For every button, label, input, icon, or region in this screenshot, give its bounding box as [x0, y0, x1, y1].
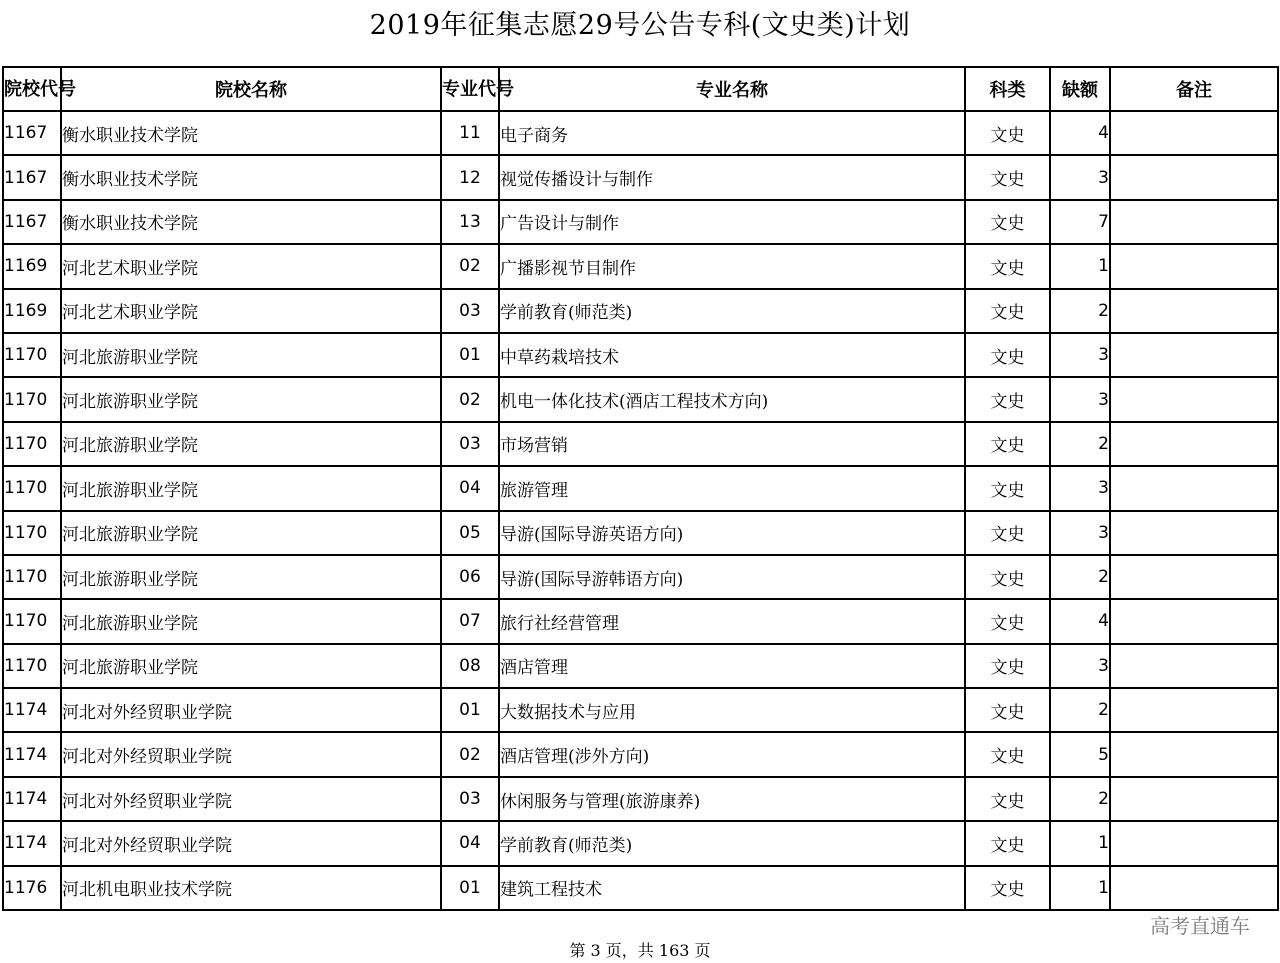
- cell-subject: 文史: [965, 688, 1050, 732]
- table-row: [3, 555, 1278, 599]
- cell-quota: 4: [1050, 111, 1110, 155]
- cell-remark: [1110, 289, 1278, 333]
- cell-subject: 文史: [965, 599, 1050, 643]
- cell-subject: 文史: [965, 511, 1050, 555]
- watermark-text: 高考直通车: [1150, 914, 1250, 938]
- cell-school-code: 1170: [3, 555, 61, 599]
- cell-remark: [1110, 732, 1278, 776]
- cell-major-name: 建筑工程技术: [499, 866, 965, 910]
- table-row: [3, 422, 1278, 466]
- cell-remark: [1110, 155, 1278, 199]
- cell-school-code: 1176: [3, 866, 61, 910]
- cell-subject: 文史: [965, 377, 1050, 421]
- cell-school-name: 河北艺术职业学院: [61, 244, 441, 288]
- cell-remark: [1110, 644, 1278, 688]
- table-row: [3, 333, 1278, 377]
- page-indicator: 第 3 页，共 163 页: [569, 941, 711, 960]
- cell-quota: 2: [1050, 422, 1110, 466]
- header-subject: 科类: [965, 67, 1050, 111]
- table-row: [3, 644, 1278, 688]
- cell-remark: [1110, 688, 1278, 732]
- cell-major-code: 13: [441, 200, 499, 244]
- cell-school-code: 1167: [3, 200, 61, 244]
- cell-quota: 3: [1050, 466, 1110, 510]
- cell-remark: [1110, 200, 1278, 244]
- table-row: [3, 289, 1278, 333]
- cell-school-code: 1167: [3, 111, 61, 155]
- cell-school-code: 1170: [3, 599, 61, 643]
- cell-school-name: 河北旅游职业学院: [61, 644, 441, 688]
- cell-subject: 文史: [965, 111, 1050, 155]
- cell-school-name: 衡水职业技术学院: [61, 111, 441, 155]
- cell-major-code: 06: [441, 555, 499, 599]
- cell-school-name: 河北对外经贸职业学院: [61, 688, 441, 732]
- table-header-row: [3, 67, 1278, 111]
- cell-school-code: 1167: [3, 155, 61, 199]
- cell-school-code: 1169: [3, 244, 61, 288]
- cell-major-code: 01: [441, 333, 499, 377]
- cell-subject: 文史: [965, 821, 1050, 865]
- table-row: [3, 599, 1278, 643]
- cell-major-code: 04: [441, 466, 499, 510]
- cell-quota: 3: [1050, 644, 1110, 688]
- cell-school-name: 河北旅游职业学院: [61, 466, 441, 510]
- header-major-name: 专业名称: [499, 67, 965, 111]
- cell-remark: [1110, 777, 1278, 821]
- table-row: [3, 200, 1278, 244]
- cell-remark: [1110, 422, 1278, 466]
- cell-major-code: 07: [441, 599, 499, 643]
- cell-major-name: 休闲服务与管理(旅游康养): [499, 777, 965, 821]
- cell-school-code: 1170: [3, 644, 61, 688]
- cell-school-code: 1174: [3, 777, 61, 821]
- cell-quota: 2: [1050, 555, 1110, 599]
- cell-school-code: 1170: [3, 377, 61, 421]
- table-row: [3, 732, 1278, 776]
- cell-major-code: 08: [441, 644, 499, 688]
- cell-school-name: 河北旅游职业学院: [61, 333, 441, 377]
- cell-major-code: 02: [441, 732, 499, 776]
- cell-quota: 2: [1050, 688, 1110, 732]
- table-row: [3, 466, 1278, 510]
- cell-school-code: 1174: [3, 732, 61, 776]
- cell-school-name: 河北机电职业技术学院: [61, 866, 441, 910]
- cell-quota: 2: [1050, 289, 1110, 333]
- cell-subject: 文史: [965, 155, 1050, 199]
- cell-remark: [1110, 466, 1278, 510]
- table-row: [3, 777, 1278, 821]
- cell-remark: [1110, 377, 1278, 421]
- header-quota: 缺额: [1050, 67, 1110, 111]
- cell-subject: 文史: [965, 866, 1050, 910]
- cell-major-name: 旅游管理: [499, 466, 965, 510]
- cell-subject: 文史: [965, 333, 1050, 377]
- cell-major-code: 02: [441, 244, 499, 288]
- table-row: [3, 511, 1278, 555]
- cell-major-name: 酒店管理(涉外方向): [499, 732, 965, 776]
- cell-major-name: 学前教育(师范类): [499, 289, 965, 333]
- table-row: [3, 688, 1278, 732]
- cell-remark: [1110, 821, 1278, 865]
- cell-subject: 文史: [965, 422, 1050, 466]
- cell-school-name: 河北对外经贸职业学院: [61, 777, 441, 821]
- plan-table: [2, 66, 1279, 911]
- cell-school-name: 河北旅游职业学院: [61, 511, 441, 555]
- cell-major-name: 视觉传播设计与制作: [499, 155, 965, 199]
- cell-major-code: 04: [441, 821, 499, 865]
- cell-quota: 1: [1050, 821, 1110, 865]
- cell-school-code: 1169: [3, 289, 61, 333]
- header-remark: 备注: [1110, 67, 1278, 111]
- page-title: 2019年征集志愿29号公告专科(文史类)计划: [369, 10, 911, 41]
- header-school-code: 院校代号: [3, 67, 61, 111]
- cell-major-name: 广播影视节目制作: [499, 244, 965, 288]
- cell-subject: 文史: [965, 244, 1050, 288]
- cell-subject: 文史: [965, 732, 1050, 776]
- cell-school-code: 1174: [3, 688, 61, 732]
- cell-subject: 文史: [965, 289, 1050, 333]
- cell-remark: [1110, 511, 1278, 555]
- cell-school-name: 河北对外经贸职业学院: [61, 821, 441, 865]
- cell-school-name: 河北旅游职业学院: [61, 422, 441, 466]
- cell-subject: 文史: [965, 644, 1050, 688]
- cell-school-name: 衡水职业技术学院: [61, 200, 441, 244]
- cell-major-code: 12: [441, 155, 499, 199]
- cell-quota: 2: [1050, 777, 1110, 821]
- cell-quota: 5: [1050, 732, 1110, 776]
- table-row: [3, 821, 1278, 865]
- cell-major-name: 导游(国际导游英语方向): [499, 511, 965, 555]
- cell-remark: [1110, 333, 1278, 377]
- cell-major-name: 旅行社经营管理: [499, 599, 965, 643]
- cell-school-name: 河北艺术职业学院: [61, 289, 441, 333]
- cell-school-code: 1174: [3, 821, 61, 865]
- cell-major-name: 大数据技术与应用: [499, 688, 965, 732]
- cell-quota: 7: [1050, 200, 1110, 244]
- cell-subject: 文史: [965, 466, 1050, 510]
- cell-quota: 4: [1050, 599, 1110, 643]
- cell-quota: 3: [1050, 511, 1110, 555]
- cell-remark: [1110, 866, 1278, 910]
- cell-major-name: 电子商务: [499, 111, 965, 155]
- cell-school-code: 1170: [3, 333, 61, 377]
- cell-major-code: 03: [441, 777, 499, 821]
- cell-quota: 1: [1050, 866, 1110, 910]
- cell-subject: 文史: [965, 200, 1050, 244]
- cell-remark: [1110, 599, 1278, 643]
- cell-school-name: 衡水职业技术学院: [61, 155, 441, 199]
- cell-quota: 1: [1050, 244, 1110, 288]
- cell-school-code: 1170: [3, 466, 61, 510]
- cell-major-code: 01: [441, 688, 499, 732]
- cell-major-code: 05: [441, 511, 499, 555]
- cell-school-name: 河北旅游职业学院: [61, 555, 441, 599]
- cell-subject: 文史: [965, 555, 1050, 599]
- cell-remark: [1110, 111, 1278, 155]
- cell-major-name: 市场营销: [499, 422, 965, 466]
- cell-major-name: 机电一体化技术(酒店工程技术方向): [499, 377, 965, 421]
- cell-school-name: 河北旅游职业学院: [61, 377, 441, 421]
- cell-major-code: 03: [441, 422, 499, 466]
- cell-major-code: 01: [441, 866, 499, 910]
- cell-subject: 文史: [965, 777, 1050, 821]
- cell-major-code: 11: [441, 111, 499, 155]
- cell-quota: 3: [1050, 377, 1110, 421]
- table-row: [3, 244, 1278, 288]
- cell-major-code: 02: [441, 377, 499, 421]
- cell-school-name: 河北旅游职业学院: [61, 599, 441, 643]
- table-row: [3, 155, 1278, 199]
- table-body: [3, 111, 1278, 910]
- cell-major-name: 学前教育(师范类): [499, 821, 965, 865]
- cell-school-code: 1170: [3, 511, 61, 555]
- cell-major-name: 酒店管理: [499, 644, 965, 688]
- header-major-code: 专业代号: [441, 67, 499, 111]
- cell-remark: [1110, 555, 1278, 599]
- cell-school-code: 1170: [3, 422, 61, 466]
- cell-remark: [1110, 244, 1278, 288]
- header-school-name: 院校名称: [61, 67, 441, 111]
- table-row: [3, 866, 1278, 910]
- cell-quota: 3: [1050, 333, 1110, 377]
- cell-major-name: 广告设计与制作: [499, 200, 965, 244]
- cell-major-name: 中草药栽培技术: [499, 333, 965, 377]
- table-row: [3, 111, 1278, 155]
- cell-quota: 3: [1050, 155, 1110, 199]
- cell-major-name: 导游(国际导游韩语方向): [499, 555, 965, 599]
- table-row: [3, 377, 1278, 421]
- cell-school-name: 河北对外经贸职业学院: [61, 732, 441, 776]
- cell-major-code: 03: [441, 289, 499, 333]
